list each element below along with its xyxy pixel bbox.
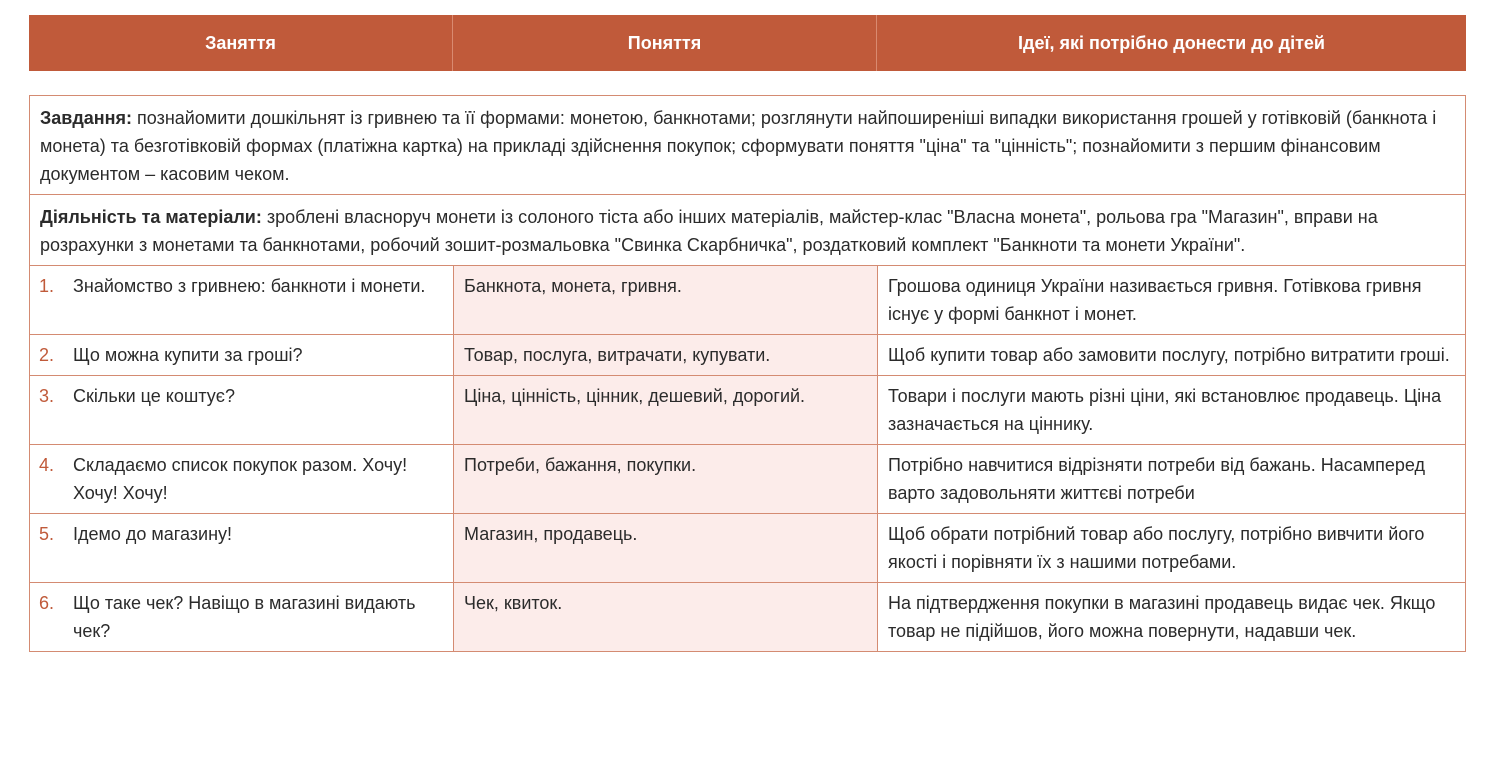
activity-label: Діяльність та матеріали: [40, 207, 262, 227]
lesson-cell [30, 514, 454, 582]
header-concepts: Поняття [453, 15, 877, 71]
lesson-text: Скільки це коштує? [73, 386, 235, 406]
row-number: 1. [39, 276, 55, 296]
table-row [30, 376, 1465, 445]
row-number: 3. [39, 386, 55, 406]
table-row [30, 445, 1465, 514]
lesson-cell [30, 376, 454, 444]
lesson-cell [30, 445, 454, 513]
table-row [30, 514, 1465, 583]
activity-block [30, 195, 1465, 266]
ideas-cell: Грошова одиниця України називається гривня. Готівкова гривня існує у формі банкнот і монет. [888, 276, 1422, 324]
concepts-cell: Магазин, продавець. [454, 514, 878, 582]
activity-text: зроблені власноруч монети із солоного тіста або інших матеріалів, майстер-клас "Власна монета", рольова гра "Магазин", вправи на розрахунки з монетами та банкнотами, робочий зошит-розмальовка "Свинка Скарбничка", роздатковий комплект "Банкноти та монети України". [40, 207, 1378, 255]
lesson-text: Складаємо список покупок разом. Хочу! Хочу! Хочу! [73, 455, 408, 503]
ideas-cell: Щоб обрати потрібний товар або послугу, потрібно вивчити його якості і порівняти їх з нашими потребами. [888, 524, 1425, 572]
table-row [30, 266, 1465, 335]
lesson-text: Що можна купити за гроші? [73, 345, 303, 365]
task-label: Завдання: [40, 108, 133, 128]
header-lesson: Заняття [29, 15, 453, 71]
ideas-cell: Товари і послуги мають різні ціни, які встановлює продавець. Ціна зазначається на ціннику. [888, 386, 1442, 434]
row-number: 5. [39, 524, 55, 544]
ideas-cell: На підтвердження покупки в магазині продавець видає чек. Якщо товар не підійшов, його можна повернути, надавши чек. [888, 593, 1436, 641]
row-number: 4. [39, 455, 55, 475]
concepts-cell: Ціна, цінність, цінник, дешевий, дорогий. [454, 376, 878, 444]
task-block [30, 96, 1465, 195]
lesson-text: Знайомство з гривнею: банкноти і монети. [73, 276, 426, 296]
ideas-cell: Щоб купити товар або замовити послугу, потрібно витратити гроші. [888, 345, 1450, 365]
row-number: 6. [39, 593, 55, 613]
lesson-cell [30, 266, 454, 334]
lesson-text: Що таке чек? Навіщо в магазині видають чек? [73, 593, 416, 641]
lesson-cell [30, 335, 454, 375]
table-row [30, 335, 1465, 376]
row-number: 2. [39, 345, 55, 365]
header-ideas: Ідеї, які потрібно донести до дітей [1018, 32, 1325, 53]
concepts-cell: Банкнота, монета, гривня. [454, 266, 878, 334]
lesson-cell [30, 583, 454, 651]
concepts-cell: Потреби, бажання, покупки. [454, 445, 878, 513]
lesson-text: Ідемо до магазину! [73, 524, 233, 544]
task-text: познайомити дошкільнят із гривнею та її формами: монетою, банкнотами; розглянути найпоширеніші випадки використання грошей у готівковій (банкнота і монета) та безготівковій формах (платіжна картка) на прикладі здійснення покупок; сформувати поняття "ціна" та "цінність"; познайомити з першим фінансовим документом – касовим чеком. [40, 108, 1437, 184]
concepts-cell: Чек, квиток. [454, 583, 878, 651]
concepts-cell: Товар, послуга, витрачати, купувати. [454, 335, 878, 375]
ideas-cell: Потрібно навчитися відрізняти потреби від бажань. Насамперед варто задовольняти життєві потреби [888, 455, 1425, 503]
lesson-plan-table [29, 15, 1466, 652]
table-body [29, 95, 1466, 652]
table-row [30, 583, 1465, 651]
table-header [29, 15, 1466, 71]
